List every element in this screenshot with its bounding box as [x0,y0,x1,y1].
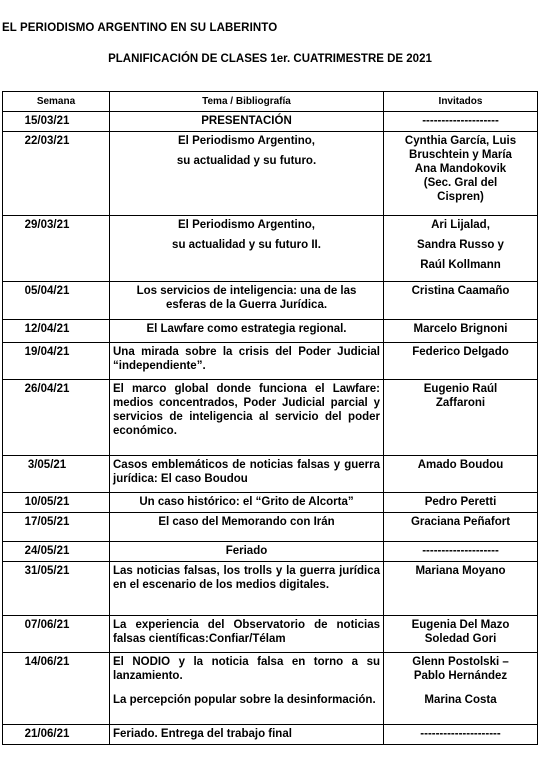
guest-line: (Sec. Gral del [423,177,498,189]
table-row [3,132,538,216]
topic-cell [110,725,384,745]
document-title: EL PERIODISMO ARGENTINO EN SU LABERINTO [2,22,278,34]
week-date: 14/06/21 [3,653,110,725]
week-date: 22/03/21 [3,132,110,216]
topic-line: La experiencia del Observatorio de noticias falsas científicas:Confiar/Télam [113,619,380,645]
guest-line: Eugenio Raúl [423,383,498,395]
topic-line: Feriado [225,545,268,557]
week-date: 10/05/21 [3,493,110,513]
guest-line: Raúl Kollmann [420,259,501,271]
topic-line: Un caso histórico: el “Grito de Alcorta” [139,496,354,508]
guests-cell [384,562,538,616]
guest-line: Marcelo Brignoni [413,323,508,335]
topic-line: Casos emblemáticos de noticias falsas y guerra jurídica: El caso Boudou [113,459,380,485]
guest-line: Mariana Moyano [415,565,506,577]
guests-cell [384,542,538,562]
topic-cell [110,343,384,380]
topic-line: El caso del Memorando con Irán [158,516,335,528]
guest-line: Eugenia Del Mazo [411,619,510,631]
guests-cell [384,616,538,653]
week-date: 12/04/21 [3,320,110,343]
week-date: 05/04/21 [3,282,110,320]
guest-line: Pedro Peretti [424,496,497,508]
topic-cell [110,320,384,343]
week-date: 3/05/21 [3,456,110,493]
table-row [3,282,538,320]
topic-cell [110,653,384,725]
topic-cell [110,380,384,456]
guests-cell [384,282,538,320]
guest-line: Zaffaroni [435,397,486,409]
table-row [3,456,538,493]
topic-line: El Periodismo Argentino, [178,135,315,147]
table-row [3,493,538,513]
topic-line: Una mirada sobre la crisis del Poder Judicial “independiente”. [113,346,380,372]
topic-line: El Lawfare como estrategia regional. [146,323,347,335]
guest-line: Amado Boudou [417,459,504,471]
topic-line: El marco global donde funciona el Lawfare: medios concentrados, Poder Judicial parcial y servicios de inteligencia al servicio del poder económico. [113,383,380,437]
guest-line: -------------------- [422,115,499,127]
topic-cell [110,542,384,562]
guests-cell [384,456,538,493]
week-date: 15/03/21 [3,112,110,132]
topic-line: El NODIO y la noticia falsa en torno a su lanzamiento. [113,656,380,682]
column-header-semana: Semana [3,92,110,112]
table-header-row [3,92,538,112]
topic-cell [110,562,384,616]
guest-line: Bruschtein y María [409,149,512,161]
guests-cell [384,132,538,216]
guests-cell [384,653,538,725]
topic-cell [110,493,384,513]
topic-line: PRESENTACIÓN [201,115,292,127]
guest-line: Cristina Caamaño [411,285,510,297]
guest-line: -------------------- [422,545,499,557]
table-row [3,562,538,616]
guests-cell [384,380,538,456]
week-date: 19/04/21 [3,343,110,380]
week-date: 24/05/21 [3,542,110,562]
guest-line: Cynthia García, Luis [404,135,517,147]
table-row [3,513,538,542]
guests-cell [384,343,538,380]
table-row [3,216,538,282]
topic-cell [110,616,384,653]
column-header-invitados: Invitados [384,92,538,112]
topic-cell [110,112,384,132]
topic-cell [110,513,384,542]
table-row [3,653,538,725]
topic-line: esferas de la Guerra Jurídica. [165,299,328,311]
table-row [3,343,538,380]
guests-cell [384,216,538,282]
topic-cell [110,216,384,282]
topic-cell [110,282,384,320]
schedule-table [2,91,538,745]
table-row [3,725,538,745]
document-subtitle: PLANIFICACIÓN DE CLASES 1er. CUATRIMESTRE DE 2021 [108,53,432,65]
guest-line: Federico Delgado [412,346,509,358]
guest-line: Marina Costa [424,694,497,706]
topic-line: su actualidad y su futuro. [176,155,317,167]
table-row [3,542,538,562]
guest-line: Pablo Hernández [413,670,508,682]
topic-line: su actualidad y su futuro II. [172,239,321,251]
guest-line: Ana Mandokovik [414,163,507,175]
topic-line: El Periodismo Argentino, [178,219,315,231]
topic-line: Feriado. Entrega del trabajo final [113,728,292,740]
guest-line: Cispren) [437,191,484,203]
week-date: 17/05/21 [3,513,110,542]
guest-line: Ari Lijalad, [431,219,490,231]
table-row [3,616,538,653]
guests-cell [384,493,538,513]
week-date: 07/06/21 [3,616,110,653]
guest-line: Sandra Russo y [417,239,504,251]
table-row [3,320,538,343]
topic-cell [110,456,384,493]
topic-line: Las noticias falsas, los trolls y la guerra jurídica en el escenario de los medios digitales. [113,565,380,591]
week-date: 21/06/21 [3,725,110,745]
table-row [3,112,538,132]
week-date: 29/03/21 [3,216,110,282]
week-date: 31/05/21 [3,562,110,616]
guests-cell [384,112,538,132]
column-header-tema: Tema / Bibliografía [110,92,384,112]
guests-cell [384,513,538,542]
guests-cell [384,320,538,343]
topic-line: La percepción popular sobre la desinformación. [113,694,376,706]
topic-cell [110,132,384,216]
guest-line: Glenn Postolski – [412,656,509,668]
week-date: 26/04/21 [3,380,110,456]
guest-line: Soledad Gori [424,633,497,645]
table-row [3,380,538,456]
guests-cell [384,725,538,745]
guest-line: --------------------- [420,728,501,740]
guest-line: Graciana Peñafort [410,516,511,528]
topic-line: Los servicios de inteligencia: una de las [136,285,357,297]
